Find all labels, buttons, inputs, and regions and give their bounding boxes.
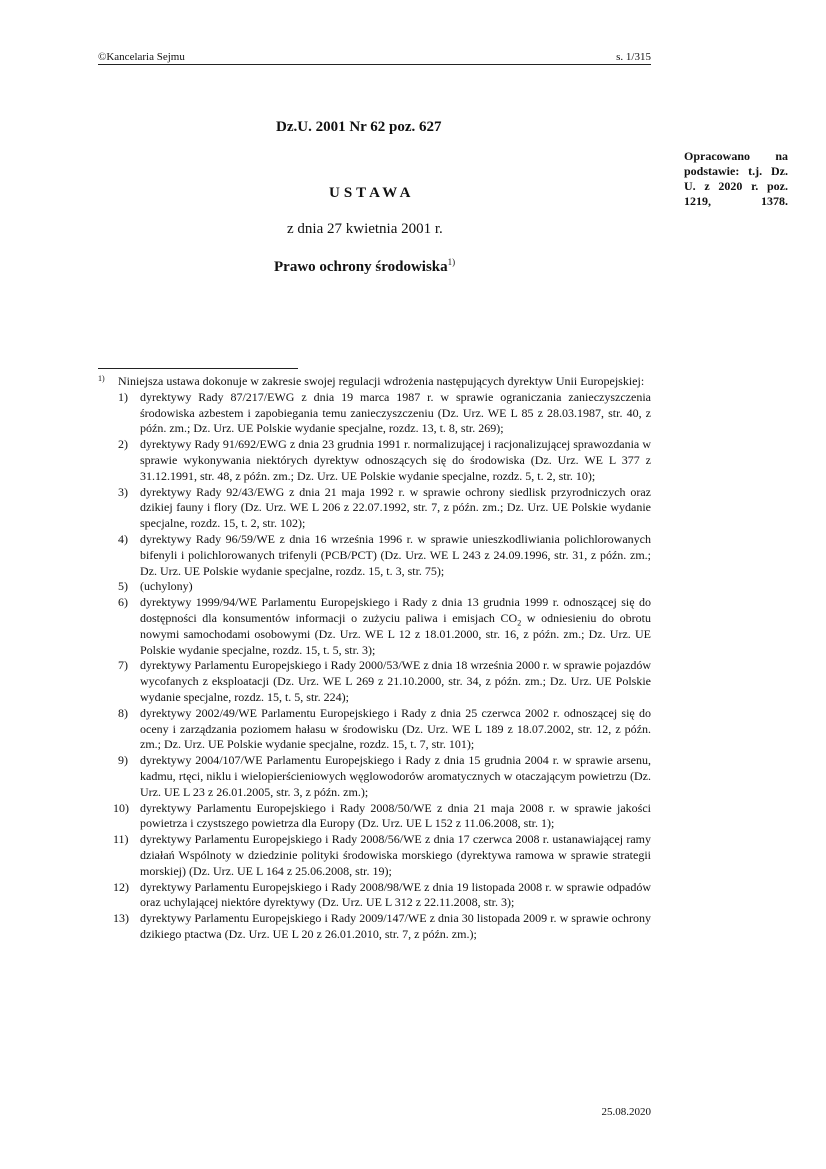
directive-text: dyrektywy Rady 96/59/WE z dnia 16 września 1996 r. w sprawie unieszkodliwiania polichlorowanych bifenyli i polichlorowanych trifenyli (PCB/PCT) (Dz. Urz. WE L 243 z 24.09.1996, str. 31, z późn. zm.; Dz. Urz. UE Polskie wydanie specjalne, rozdz. 15, t. 3, str. 75); [140, 531, 651, 578]
footnote-mark: 1) [98, 374, 105, 383]
revision-date: 25.08.2020 [601, 1106, 651, 1118]
act-title [274, 258, 455, 276]
directive-number: 2) [118, 437, 128, 452]
directive-text: dyrektywy Parlamentu Europejskiego i Rady 2008/56/WE z dnia 17 czerwca 2008 r. ustanawiającej ramy działań Wspólnoty w dziedzinie polityki środowiska morskiego (dyrektywa ramowa w sprawie strategii morskiej) (Dz. Urz. UE L 164 z 25.06.2008, str. 19); [140, 832, 651, 878]
directive-number: 4) [118, 531, 128, 546]
directive-text: dyrektywy Parlamentu Europejskiego i Rady 2008/98/WE z dnia 19 listopada 2008 r. w sprawie odpadów oraz uchylającej niektóre dyrektywy (Dz. Urz. UE L 312 z 22.11.2008, str. 3); [140, 879, 651, 910]
directive-text: dyrektywy 2002/49/WE Parlamentu Europejskiego i Rady z dnia 25 czerwca 2002 r. odnoszącej się do oceny i zarządzania poziomem hałasu w środowisku (Dz. Urz. WE L 189 z 18.07.2002, str. 12, z późn. zm.; Dz. Urz. UE Polskie wydanie specjalne, rozdz. 15, t. 7, str. 101); [140, 705, 651, 752]
directive-text: dyrektywy Rady 91/692/EWG z dnia 23 grudnia 1991 r. normalizującej i racjonalizującej sprawozdania w sprawie wykonywania niektórych dyrektyw odnoszących się do środowiska (Dz. Urz. WE L 377 z 31.12.1991, str. 48, z późn. zm.; Dz. Urz. UE Polskie wydanie specjalne, rozdz. 5, t. 2, str. 10); [140, 437, 651, 483]
directive-text: (uchylony) [140, 579, 193, 594]
directive-list [98, 390, 651, 943]
page-number: s. 1/315 [616, 51, 651, 63]
directive-text: dyrektywy Parlamentu Europejskiego i Rady 2009/147/WE z dnia 30 listopada 2009 r. w sprawie ochrony dzikiego ptactwa (Dz. Urz. UE L 20 z 26.01.2010, str. 7, z późn. zm.); [140, 911, 651, 941]
directive-item [98, 579, 651, 595]
directive-text [140, 595, 651, 656]
directive-item [98, 706, 651, 753]
directive-number: 8) [118, 705, 128, 720]
journal-citation: Dz.U. 2001 Nr 62 poz. 627 [276, 119, 442, 135]
subscript-two: 2 [517, 618, 522, 628]
directive-number: 12) [113, 879, 129, 894]
directive-text-part: w odniesieniu do obrotu nowymi samochodami osobowymi (Dz. Urz. WE L 12 z 18.01.2000, str. 16, z późn. zm.; Dz. Urz. UE Polskie wydanie specjalne, rozdz. 15, t. 5, str. 3); [140, 610, 651, 657]
header-divider [98, 64, 651, 65]
directive-item [98, 880, 651, 912]
act-type-heading: USTAWA [329, 185, 415, 201]
source-note: Opracowano na podstawie: t.j. Dz. U. z 2020 r. poz. 1219, 1378. [684, 149, 788, 208]
footnote-intro: Niniejsza ustawa dokonuje w zakresie swojej regulacji wdrożenia następujących dyrektyw Unii Europejskiej: [118, 374, 645, 388]
directive-text-part: dyrektywy 1999/94/WE Parlamentu Europejskiego i Rady z dnia 13 grudnia 1999 r. odnoszącej się do dostępności dla konsumentów informacji o zużyciu paliwa i emisjach CO [140, 595, 651, 625]
directive-number: 1) [118, 389, 128, 404]
directive-number: 7) [118, 658, 128, 673]
directive-text: dyrektywy Rady 92/43/EWG z dnia 21 maja 1992 r. w sprawie ochrony siedlisk przyrodniczych oraz dzikiej fauny i flory (Dz. Urz. WE L 206 z 22.07.1992, str. 7, z późn. zm.; Dz. Urz. UE Polskie wydanie specjalne, rozdz. 15, t. 2, str. 102); [140, 484, 651, 531]
directive-item [98, 532, 651, 579]
directive-number: 13) [113, 911, 129, 926]
directive-number: 10) [113, 800, 129, 815]
publisher-label: ©Kancelaria Sejmu [98, 51, 185, 63]
directive-text: dyrektywy Rady 87/217/EWG z dnia 19 marca 1987 r. w sprawie ograniczania zanieczyszczenia środowiska azbestem i zapobiegania temu zanieczyszczeniu (Dz. Urz. WE L 85 z 28.03.1987, str. 40, z późn. zm.; Dz. Urz. UE Polskie wydanie specjalne, rozdz. 13, t. 8, str. 269); [140, 389, 651, 436]
directive-item [98, 658, 651, 705]
directive-item [98, 595, 651, 658]
act-title-text: Prawo ochrony środowiska [274, 259, 448, 275]
directive-item [98, 753, 651, 800]
directive-text: dyrektywy 2004/107/WE Parlamentu Europejskiego i Rady z dnia 15 grudnia 2004 r. w sprawie arsenu, kadmu, rtęci, niklu i wielopierścieniowych węglowodorów aromatycznych w otaczającym powietrzu (Dz. Urz. UE L 23 z 26.01.2005, str. 3, z późn. zm.); [140, 753, 651, 799]
directive-item [98, 390, 651, 437]
directive-number: 5) [118, 579, 128, 594]
directive-item [98, 911, 651, 943]
act-date: z dnia 27 kwietnia 2001 r. [287, 221, 443, 237]
directive-text: dyrektywy Parlamentu Europejskiego i Rady 2008/50/WE z dnia 21 maja 2008 r. w sprawie jakości powietrza i czystszego powietrza dla Europy (Dz. Urz. UE L 152 z 11.06.2008, str. 1); [140, 800, 651, 831]
footnote-reference[interactable]: 1) [447, 257, 456, 267]
directive-number: 9) [118, 753, 128, 768]
directive-number: 3) [118, 484, 128, 499]
directive-text: dyrektywy Parlamentu Europejskiego i Rady 2000/53/WE z dnia 18 września 2000 r. w sprawie pojazdów wycofanych z eksploatacji (Dz. Urz. WE L 269 z 21.10.2000, str. 34, z późn. zm.; Dz. Urz. UE Polskie wydanie specjalne, rozdz. 15, t. 5, str. 224); [140, 658, 651, 704]
directive-item [98, 801, 651, 833]
footnote-divider [98, 368, 298, 369]
page-header [98, 51, 651, 64]
directive-item [98, 437, 651, 484]
directive-number: 11) [113, 832, 129, 847]
directive-number: 6) [118, 595, 128, 610]
directive-item [98, 832, 651, 879]
directive-item [98, 485, 651, 532]
footnote [98, 374, 651, 943]
